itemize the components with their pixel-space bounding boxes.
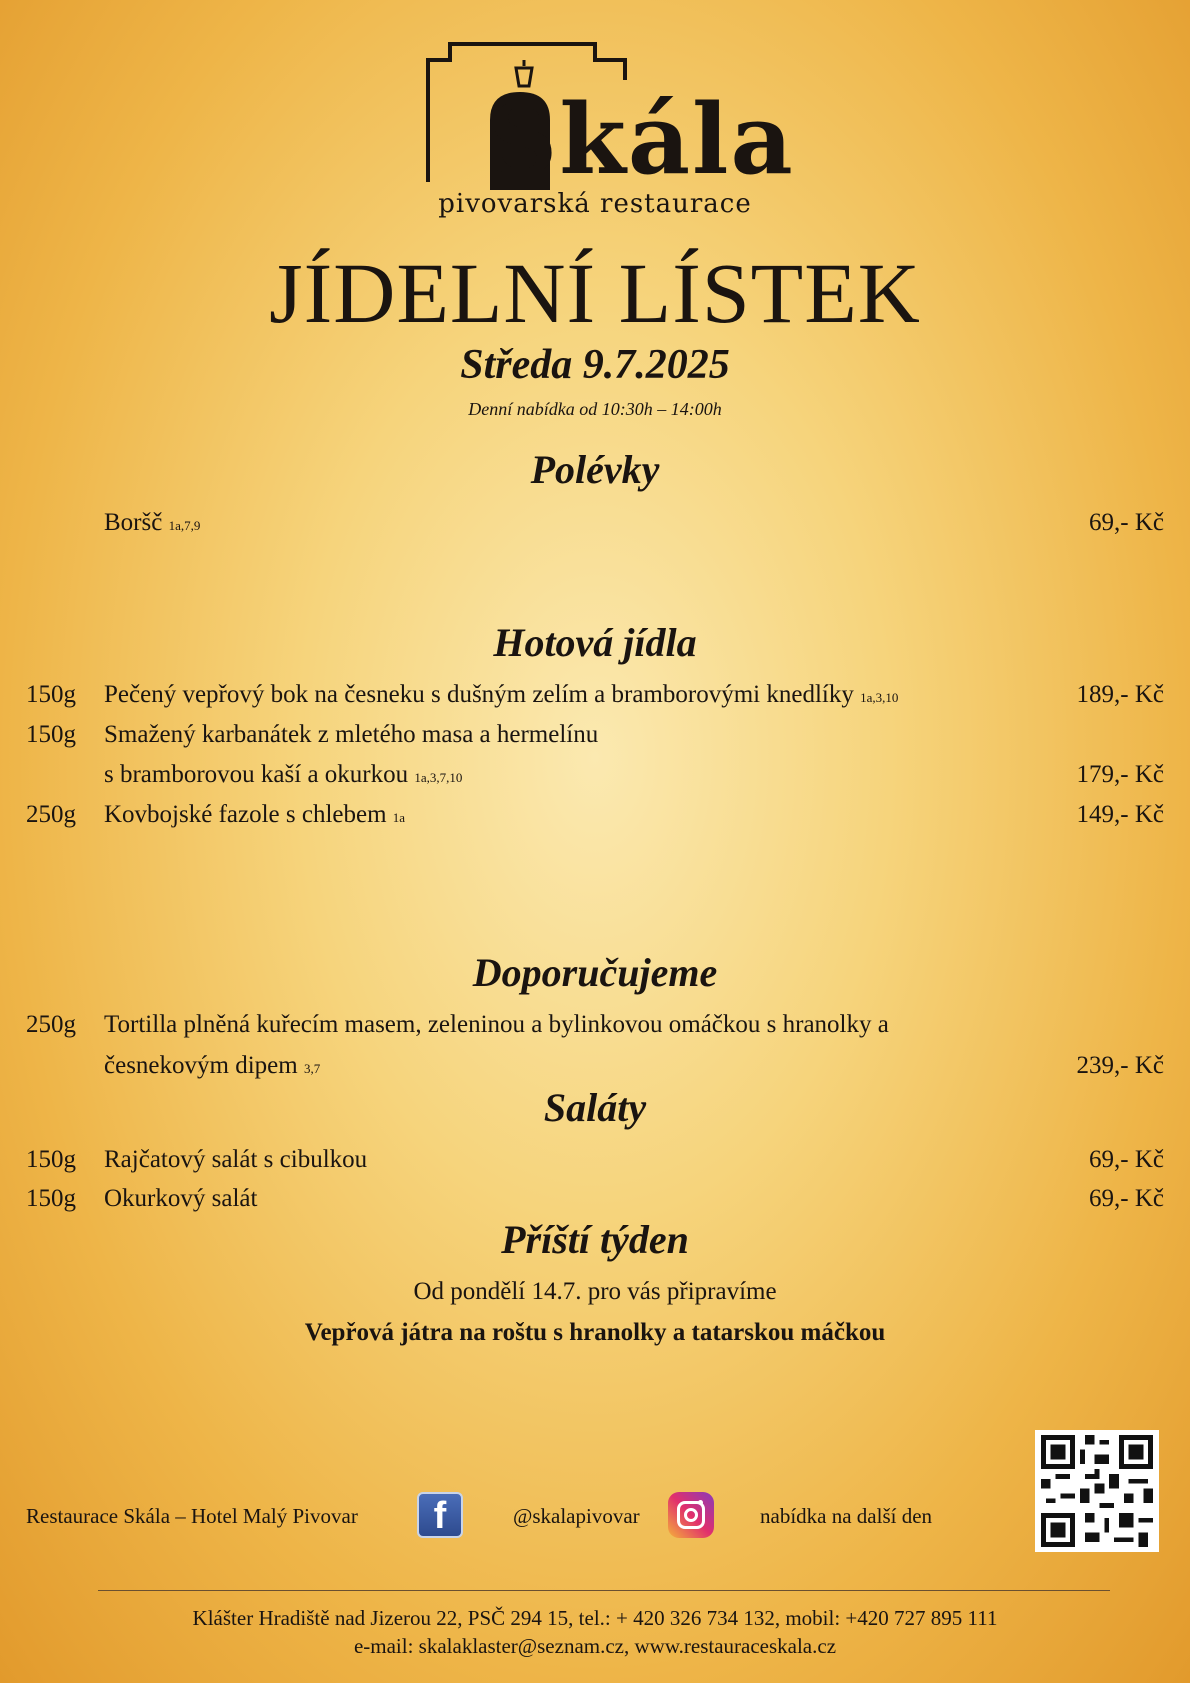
allergens: 1a,7,9 xyxy=(168,518,201,533)
menu-item-weight: 250g xyxy=(26,801,76,828)
menu-item-name: Pečený vepřový bok na česneku s dušným zelím a bramborovými knedlíky 1a,3,10 xyxy=(104,681,899,708)
menu-item-name: Rajčatový salát s cibulkou xyxy=(104,1146,368,1173)
menu-item-name: Smažený karbanátek z mletého masa a hermelínu xyxy=(104,721,599,748)
menu-item-price: 69,- Kč xyxy=(1089,1185,1164,1212)
menu-item-weight: 150g xyxy=(26,1185,76,1212)
menu-item-name-cont: česnekovým dipem 3,7 xyxy=(104,1052,321,1079)
menu-item-price: 69,- Kč xyxy=(1089,1146,1164,1173)
menu-item-price: 189,- Kč xyxy=(1076,681,1164,708)
qr-label: nabídka na další den xyxy=(760,1504,933,1528)
footer-divider xyxy=(98,1590,1110,1591)
menu-item-name: Tortilla plněná kuřecím masem, zeleninou a bylinkovou omáčkou s hranolky a xyxy=(104,1011,889,1038)
menu-item-weight: 250g xyxy=(26,1011,76,1038)
facebook-icon[interactable]: f xyxy=(417,1492,463,1538)
menu-item-price: 69,- Kč xyxy=(1089,509,1164,536)
footer-address: Klášter Hradiště nad Jizerou 22, PSČ 294 15, tel.: + 420 326 734 132, mobil: +420 727 895 111 xyxy=(192,1606,998,1630)
allergens: 1a xyxy=(392,810,406,825)
menu-item-price: 149,- Kč xyxy=(1076,801,1164,828)
qr-code-icon[interactable] xyxy=(1035,1430,1159,1552)
allergens: 1a,3,7,10 xyxy=(414,770,463,785)
instagram-handle[interactable]: @skalapivovar xyxy=(513,1504,640,1528)
allergens: 1a,3,10 xyxy=(860,690,899,705)
next-week-intro: Od pondělí 14.7. pro vás připravíme xyxy=(413,1278,777,1305)
allergens: 3,7 xyxy=(303,1061,321,1076)
page-title: JÍDELNÍ LÍSTEK xyxy=(269,245,921,341)
section-heading-ready-meals: Hotová jídla xyxy=(493,620,697,665)
section-heading-next-week: Příští týden xyxy=(501,1217,689,1262)
footer-contact: e-mail: skalaklaster@seznam.cz, www.restauraceskala.cz xyxy=(353,1634,837,1658)
menu-item-weight: 150g xyxy=(26,1146,76,1173)
menu-item-name: Okurkový salát xyxy=(104,1185,258,1212)
next-week-dish: Vepřová játra na roštu s hranolky a tatarskou máčkou xyxy=(304,1319,886,1346)
section-heading-soups: Polévky xyxy=(530,447,660,492)
menu-date: Středa 9.7.2025 xyxy=(460,342,730,388)
instagram-icon[interactable] xyxy=(668,1492,714,1538)
section-heading-salads: Saláty xyxy=(543,1085,647,1130)
menu-item-name: Boršč 1a,7,9 xyxy=(104,509,201,536)
logo-wordmark: Skála xyxy=(488,83,795,196)
section-heading-recommend: Doporučujeme xyxy=(472,950,718,995)
menu-item-weight: 150g xyxy=(26,681,76,708)
serving-hours: Denní nabídka od 10:30h – 14:00h xyxy=(468,399,722,419)
menu-item-name-cont: s bramborovou kaší a okurkou 1a,3,7,10 xyxy=(104,761,463,788)
menu-item-name: Kovbojské fazole s chlebem 1a xyxy=(104,801,406,828)
footer-restaurant-name: Restaurace Skála – Hotel Malý Pivovar xyxy=(26,1504,358,1528)
logo-subtitle: pivovarská restaurace xyxy=(438,189,752,219)
menu-item-price: 179,- Kč xyxy=(1076,761,1164,788)
menu-item-price: 239,- Kč xyxy=(1076,1052,1164,1079)
menu-item-weight: 150g xyxy=(26,721,76,748)
